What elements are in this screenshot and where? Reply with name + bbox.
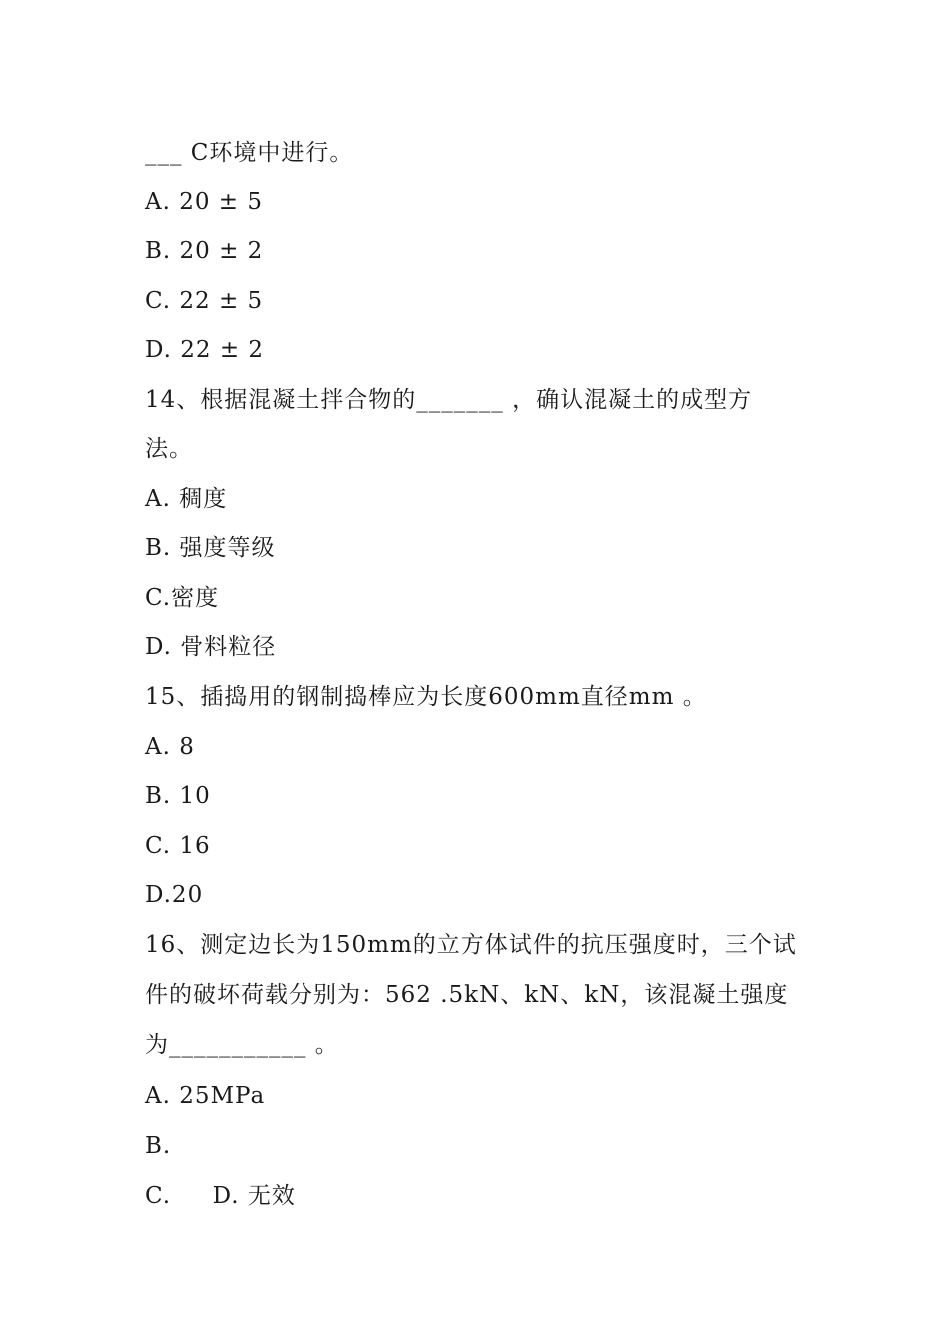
question-13-option-a: A. 20 ± 5 [145, 189, 264, 215]
question-13-option-b: B. 20 ± 2 [145, 238, 264, 264]
question-16-stem-continuation-1: 件的破坏荷载分别为：562 .5kN、kN、kN，该混凝土强度 [145, 982, 789, 1008]
question-14-option-c: C.密度 [145, 585, 220, 611]
question-16-stem: 16、测定边长为150mm的立方体试件的抗压强度时，三个试 [145, 932, 797, 958]
question-16-option-c-d: C. D. 无效 [145, 1183, 296, 1209]
question-14-stem: 14、根据混凝土拌合物的_______ ，确认混凝土的成型方 [145, 387, 753, 413]
question-15-option-b: B. 10 [145, 783, 211, 809]
question-16-option-a: A. 25MPa [145, 1083, 266, 1109]
question-14-option-a: A. 稠度 [145, 486, 228, 512]
question-16-stem-continuation-2: 为___________ 。 [145, 1032, 339, 1058]
question-13-option-d: D. 22 ± 2 [145, 337, 265, 363]
question-14-stem-continuation: 法。 [145, 436, 193, 462]
question-14-option-b: B. 强度等级 [145, 535, 276, 561]
question-15-option-c: C. 16 [145, 833, 211, 859]
question-15-option-d: D.20 [145, 882, 204, 908]
question-16-option-b: B. [145, 1133, 172, 1159]
question-13-option-c: C. 22 ± 5 [145, 288, 264, 314]
question-15-stem: 15、插捣用的钢制捣棒应为长度600mm直径mm 。 [145, 684, 707, 710]
question-14-option-d: D. 骨料粒径 [145, 634, 277, 660]
question-13-stem-continuation: ___ C环境中进行。 [145, 140, 354, 166]
question-15-option-a: A. 8 [145, 734, 195, 760]
